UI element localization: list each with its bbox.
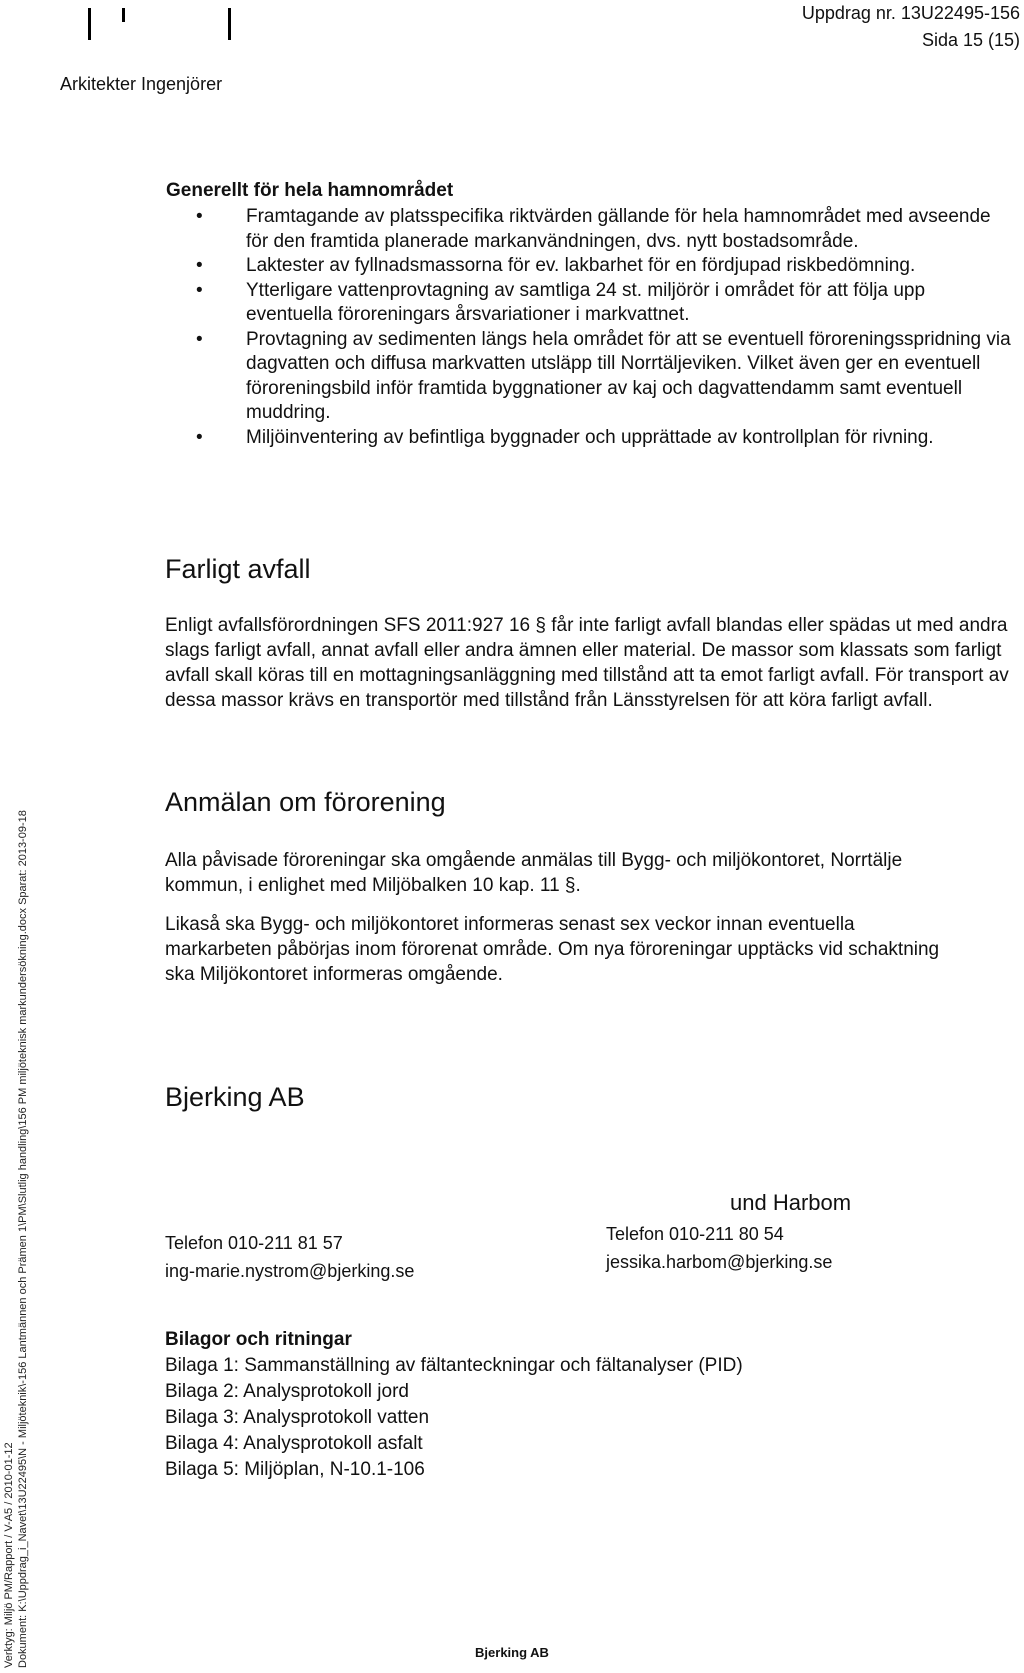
general-heading: Generellt för hela hamnområdet	[166, 180, 454, 201]
signer-right-phone: Telefon 010-211 80 54	[606, 1224, 784, 1244]
logo-bar-3	[228, 8, 231, 40]
report-paragraph-2: Likaså ska Bygg- och miljökontoret informeras senast sex veckor innan eventuella markarbeten påbörjas inom förorenat område. Om nya föroreningar upptäcks vid schaktning ska Miljökontoret informeras omgående.	[165, 914, 940, 985]
header-right	[802, 0, 1020, 54]
footer-company: Bjerking AB	[475, 1645, 549, 1660]
signer-left-email: ing-marie.nystrom@bjerking.se	[165, 1261, 415, 1281]
general-section	[166, 180, 1016, 450]
signature-company: Bjerking AB	[165, 1082, 305, 1112]
bullet-item: • Miljöinventering av befintliga byggnader och upprättade av kontrollplan för rivning.	[166, 426, 1016, 451]
bullet-item: • Provtagning av sedimenten längs hela området för att se eventuell föroreningsspridning via dagvatten och diffusa markvatten utsläpp till Norrtäljeviken. Vilket även ger en eventuell föroreningsbild inför framtida byggnationer av kaj och dagvattendamm samt eventuell muddring.	[166, 328, 1016, 426]
company-tagline: Arkitekter Ingenjörer	[60, 74, 223, 94]
general-bullets	[166, 205, 1016, 450]
appendices-heading: Bilagor och ritningar	[165, 1329, 352, 1350]
signer-right-contact	[606, 1220, 832, 1276]
bullet-item: • Laktester av fyllnadsmassorna för ev. lakbarhet för en fördjupad riskbedömning.	[166, 254, 1016, 279]
signer-left-contact	[165, 1229, 414, 1285]
hazardous-text: Enligt avfallsförordningen SFS 2011:927 16 § får inte farligt avfall blandas eller spädas ut med andra slags farligt avfall, annat avfall eller andra ämnen eller material. De massor som klassats som farligt avfall skall köras till en mottagningsanläggning med tillstånd att ta emot farligt avfall. För transport av dessa massor krävs en transportör med tillstånd från Länsstyrelsen för att köra farligt avfall.	[165, 615, 1009, 711]
assignment-number: Uppdrag nr. 13U22495-156	[801, 3, 1020, 23]
report-paragraph-1: Alla påvisade föroreningar ska omgående anmälas till Bygg- och miljökontoret, Norrtälje kommun, i enlighet med Miljöbalken 10 kap. 11 §.	[165, 850, 903, 896]
signer-right-name: und Harbom	[730, 1190, 852, 1215]
appendix-item: Bilaga 2: Analysprotokoll jord	[165, 1381, 409, 1402]
signer-right-email: jessika.harbom@bjerking.se	[606, 1252, 833, 1272]
hazardous-heading: Farligt avfall	[165, 554, 311, 584]
appendix-item: Bilaga 1: Sammanställning av fältanteckningar och fältanalyser (PID)	[165, 1355, 743, 1376]
margin-note-line-2: Dokument: K:\Uppdrag_i_Navet\13U22495\N - Miljöteknik\-156 Lantmännen och Prämen 1\PM\Slutlig handling\156 PM miljöteknisk markundersökning.docx Sparat: 2013-09-18	[17, 810, 29, 1668]
bullet-item: • Ytterligare vattenprovtagning av samtliga 24 st. miljörör i området för att följa upp eventuella föroreningars årsvariationer i markvattnet.	[166, 279, 1016, 328]
logo-bar-2	[122, 8, 125, 22]
appendix-item: Bilaga 3: Analysprotokoll vatten	[165, 1407, 430, 1428]
bullet-item: • Framtagande av platsspecifika riktvärden gällande för hela hamnområdet med avseende för den framtida planerade markanvändningen, dvs. nytt bostadsområde.	[166, 205, 1016, 254]
appendix-item: Bilaga 5: Miljöplan, N-10.1-106	[165, 1459, 425, 1480]
page-number: Sida 15 (15)	[921, 30, 1020, 50]
signer-left-phone: Telefon 010-211 81 57	[165, 1233, 343, 1253]
logo-bar-1	[88, 8, 91, 40]
margin-note	[2, 810, 30, 1668]
margin-note-line-1: Verktyg: Miljö PM/Rapport / V-A5 / 2010-01-12	[3, 1442, 15, 1668]
appendices-section	[165, 1327, 743, 1483]
appendix-item: Bilaga 4: Analysprotokoll asfalt	[165, 1433, 423, 1454]
report-heading: Anmälan om förorening	[165, 787, 446, 817]
